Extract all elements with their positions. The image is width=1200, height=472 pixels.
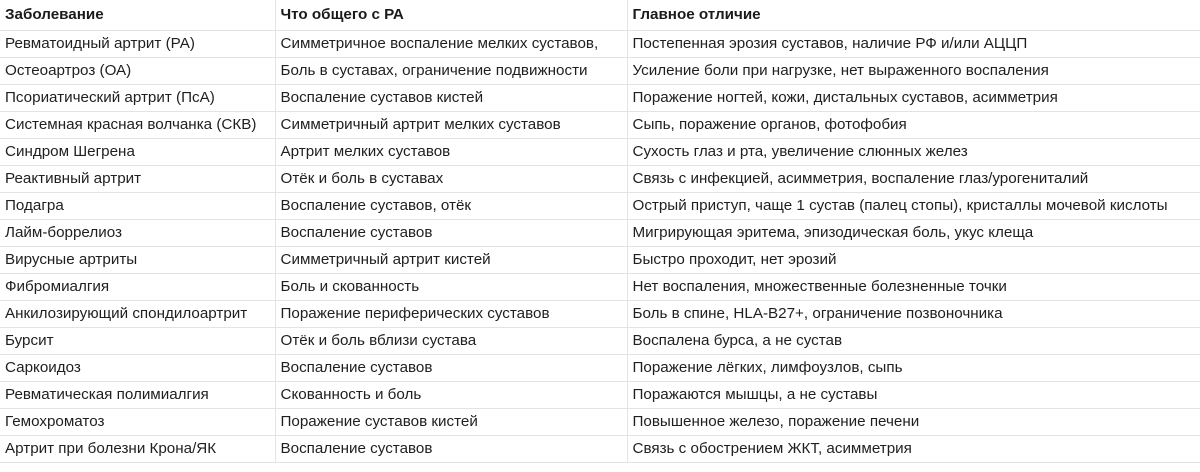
table-row xyxy=(0,111,1200,138)
cell-common: Поражение периферических суставов xyxy=(275,300,627,327)
cell-common: Воспаление суставов xyxy=(275,219,627,246)
table-row xyxy=(0,246,1200,273)
cell-disease: Синдром Шегрена xyxy=(0,138,275,165)
cell-disease: Вирусные артриты xyxy=(0,246,275,273)
cell-common: Поражение суставов кистей xyxy=(275,408,627,435)
cell-difference: Поражение лёгких, лимфоузлов, сыпь xyxy=(627,354,1200,381)
cell-common: Симметричный артрит кистей xyxy=(275,246,627,273)
table-row xyxy=(0,138,1200,165)
cell-difference: Постепенная эрозия суставов, наличие РФ и/или АЦЦП xyxy=(627,30,1200,57)
table-row xyxy=(0,327,1200,354)
table-row xyxy=(0,354,1200,381)
table-row xyxy=(0,57,1200,84)
table-row xyxy=(0,435,1200,462)
table-row xyxy=(0,273,1200,300)
table-row xyxy=(0,165,1200,192)
header-disease: Заболевание xyxy=(0,0,275,30)
cell-difference: Сухость глаз и рта, увеличение слюнных желез xyxy=(627,138,1200,165)
header-main-difference: Главное отличие xyxy=(627,0,1200,30)
cell-common: Симметричный артрит мелких суставов xyxy=(275,111,627,138)
cell-common: Боль в суставах, ограничение подвижности xyxy=(275,57,627,84)
cell-difference: Нет воспаления, множественные болезненные точки xyxy=(627,273,1200,300)
cell-disease: Реактивный артрит xyxy=(0,165,275,192)
cell-difference: Усиление боли при нагрузке, нет выраженного воспаления xyxy=(627,57,1200,84)
cell-common: Скованность и боль xyxy=(275,381,627,408)
cell-difference: Связь с инфекцией, асимметрия, воспаление глаз/урогениталий xyxy=(627,165,1200,192)
table-header-row xyxy=(0,0,1200,30)
cell-disease: Фибромиалгия xyxy=(0,273,275,300)
cell-disease: Ревматическая полимиалгия xyxy=(0,381,275,408)
cell-disease: Ревматоидный артрит (РА) xyxy=(0,30,275,57)
cell-difference: Поражение ногтей, кожи, дистальных суставов, асимметрия xyxy=(627,84,1200,111)
table-row xyxy=(0,219,1200,246)
cell-common: Воспаление суставов xyxy=(275,354,627,381)
table-row xyxy=(0,381,1200,408)
cell-disease: Подагра xyxy=(0,192,275,219)
table-row xyxy=(0,408,1200,435)
cell-difference: Быстро проходит, нет эрозий xyxy=(627,246,1200,273)
cell-disease: Анкилозирующий спондилоартрит xyxy=(0,300,275,327)
cell-difference: Сыпь, поражение органов, фотофобия xyxy=(627,111,1200,138)
cell-difference: Мигрирующая эритема, эпизодическая боль, укус клеща xyxy=(627,219,1200,246)
cell-difference: Боль в спине, HLA-B27+, ограничение позвоночника xyxy=(627,300,1200,327)
table-row xyxy=(0,30,1200,57)
cell-common: Воспаление суставов, отёк xyxy=(275,192,627,219)
cell-common: Боль и скованность xyxy=(275,273,627,300)
cell-common: Воспаление суставов кистей xyxy=(275,84,627,111)
cell-difference: Повышенное железо, поражение печени xyxy=(627,408,1200,435)
header-common-with-ra: Что общего с РА xyxy=(275,0,627,30)
cell-disease: Остеоартроз (ОА) xyxy=(0,57,275,84)
table-row xyxy=(0,192,1200,219)
cell-common: Артрит мелких суставов xyxy=(275,138,627,165)
cell-difference: Острый приступ, чаще 1 сустав (палец стопы), кристаллы мочевой кислоты xyxy=(627,192,1200,219)
cell-disease: Псориатический артрит (ПсА) xyxy=(0,84,275,111)
cell-disease: Системная красная волчанка (СКВ) xyxy=(0,111,275,138)
cell-difference: Связь с обострением ЖКТ, асимметрия xyxy=(627,435,1200,462)
cell-common: Отёк и боль вблизи сустава xyxy=(275,327,627,354)
cell-disease: Лайм-боррелиоз xyxy=(0,219,275,246)
table-row xyxy=(0,84,1200,111)
cell-disease: Артрит при болезни Крона/ЯК xyxy=(0,435,275,462)
cell-common: Отёк и боль в суставах xyxy=(275,165,627,192)
cell-difference: Поражаются мышцы, а не суставы xyxy=(627,381,1200,408)
cell-difference: Воспалена бурса, а не сустав xyxy=(627,327,1200,354)
cell-common: Воспаление суставов xyxy=(275,435,627,462)
cell-disease: Гемохроматоз xyxy=(0,408,275,435)
cell-disease: Бурсит xyxy=(0,327,275,354)
cell-common: Симметричное воспаление мелких суставов, xyxy=(275,30,627,57)
table-row xyxy=(0,300,1200,327)
cell-disease: Саркоидоз xyxy=(0,354,275,381)
